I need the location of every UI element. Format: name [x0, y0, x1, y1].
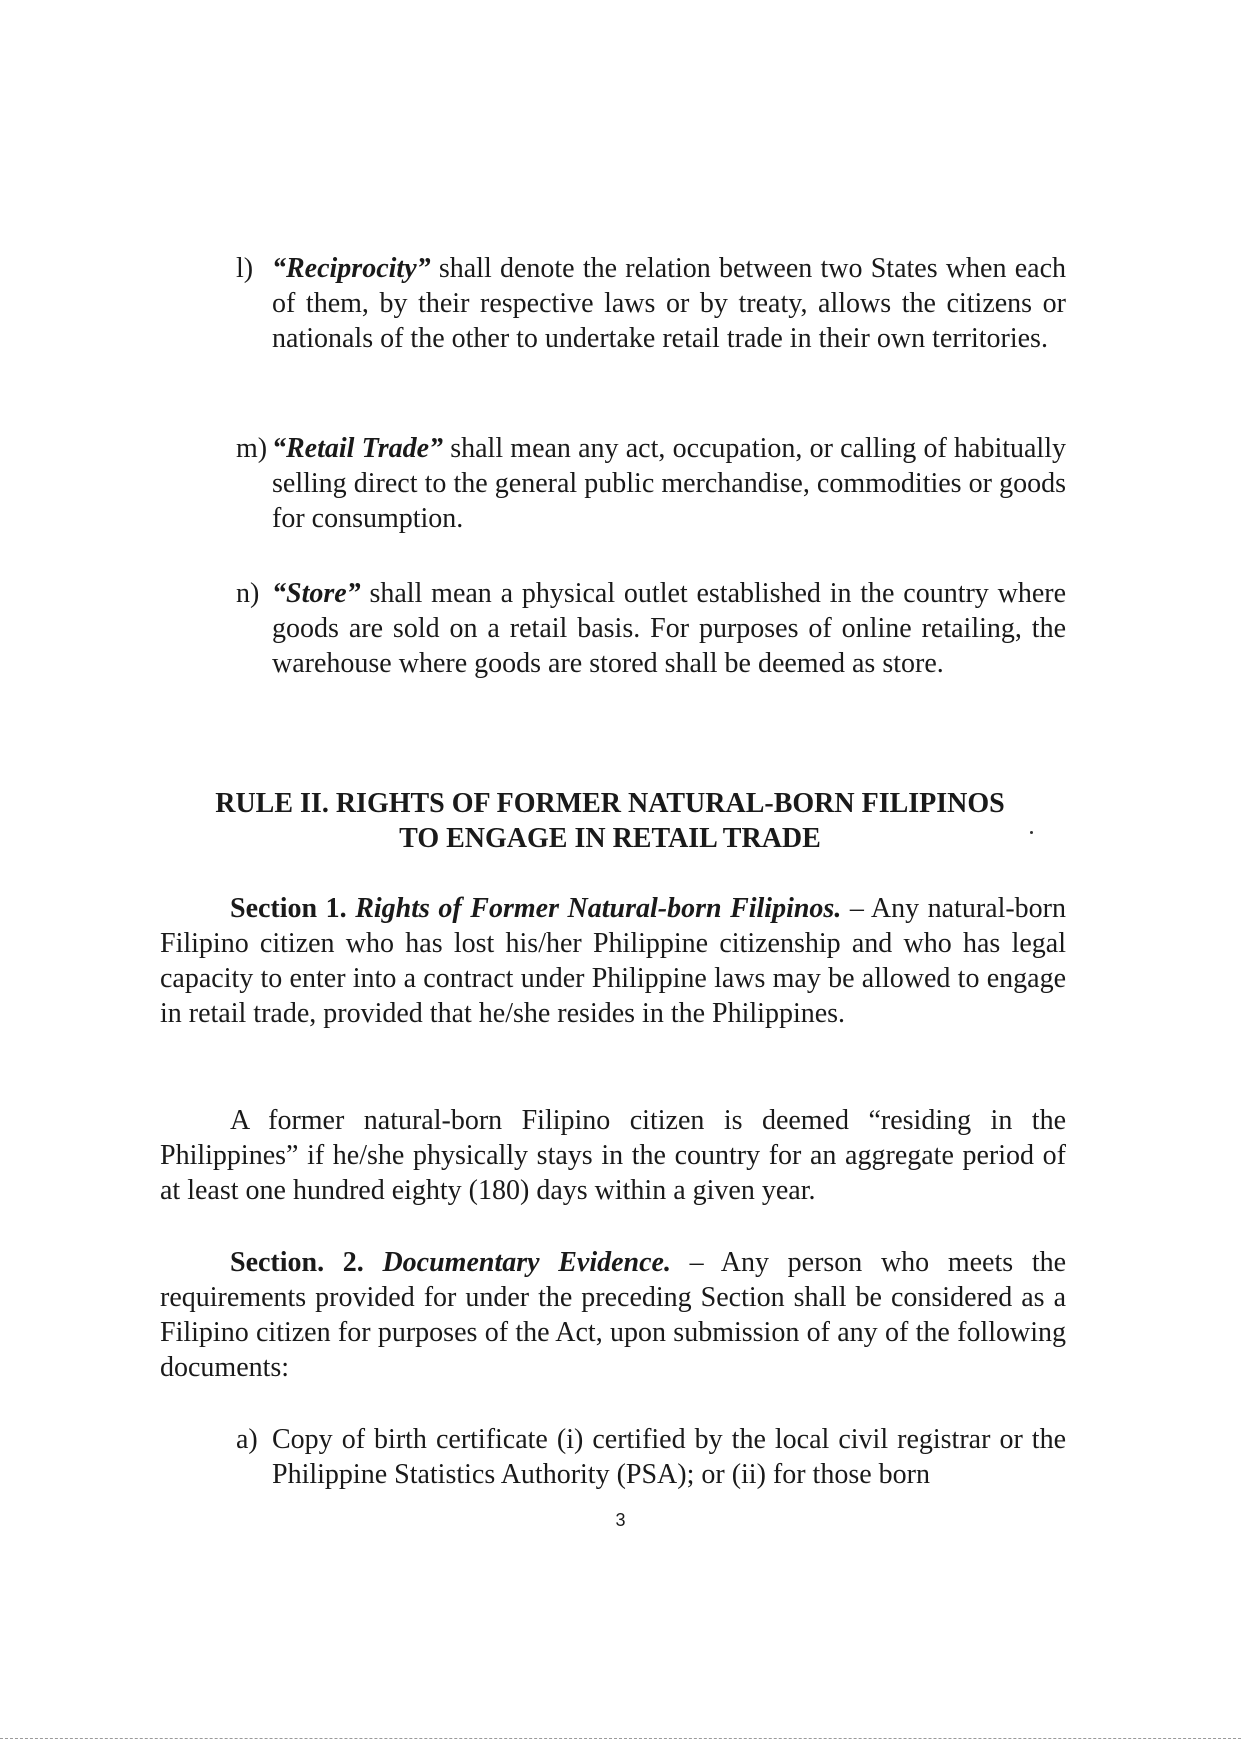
section-text: – Any natural-born Filipino citizen who has lost his/her Philippine citizenship and who has legal capacity to enter into a contract under Philippine laws may be allowed to engage in retail trade, provided that he/she resides in the Philippines.	[160, 893, 1067, 1029]
section-text: – Any person who meets the requirements provided for under the preceding Section shall be considered as a Filipino citizen for purposes of the Act, upon submission of any of the following documents:	[160, 1247, 1067, 1383]
page-number: 3	[615, 1510, 626, 1530]
definition-body	[272, 576, 1066, 681]
section-1-residing-paragraph: A former natural-born Filipino citizen is deemed “residing in the Philippines” if he/she physically stays in the country for an aggregate period of at least one hundred eighty (180) days within a given year.	[160, 1105, 1066, 1206]
definition-body	[272, 431, 1066, 536]
section-1-paragraph	[160, 891, 1066, 1031]
definition-reciprocity	[236, 251, 1066, 356]
definition-text: shall denote the relation between two States when each of them, by their respective laws or by treaty, allows the citizens or nationals of the other to undertake retail trade in their own territories.	[272, 253, 1066, 354]
section-title: Documentary Evidence.	[382, 1247, 671, 1278]
definition-term: “Retail Trade”	[272, 433, 444, 464]
rule-heading	[160, 786, 1060, 856]
section-label: Section 1.	[230, 893, 347, 924]
scan-edge-line	[0, 1738, 1241, 1739]
definition-marker: m)	[236, 433, 268, 464]
definition-term: “Reciprocity”	[272, 253, 431, 284]
list-marker: a)	[236, 1424, 258, 1455]
scan-speck	[1030, 831, 1033, 834]
document-list-item-a	[236, 1422, 1066, 1492]
section-title: Rights of Former Natural-born Filipinos.	[355, 893, 842, 924]
definition-marker: l)	[236, 253, 254, 284]
list-item-text: Copy of birth certificate (i) certified by the local civil registrar or the Philippine Statistics Authority (PSA); or (ii) for those born	[272, 1424, 1066, 1490]
definition-text: shall mean any act, occupation, or calling of habitually selling direct to the general public merchandise, commodities or goods for consumption.	[272, 433, 1066, 534]
definition-text: shall mean a physical outlet established in the country where goods are sold on a retail basis. For purposes of online retailing, the warehouse where goods are stored shall be deemed as store.	[272, 578, 1066, 679]
definition-body	[272, 251, 1066, 356]
rule-heading-line1: RULE II. RIGHTS OF FORMER NATURAL-BORN FILIPINOS	[215, 788, 1005, 819]
section-label: Section. 2.	[230, 1247, 364, 1278]
section-2-paragraph	[160, 1245, 1066, 1385]
definition-retail-trade	[236, 431, 1066, 536]
definition-term: “Store”	[272, 578, 361, 609]
definition-marker: n)	[236, 578, 260, 609]
definition-store	[236, 576, 1066, 681]
rule-heading-line2: TO ENGAGE IN RETAIL TRADE	[399, 823, 821, 854]
